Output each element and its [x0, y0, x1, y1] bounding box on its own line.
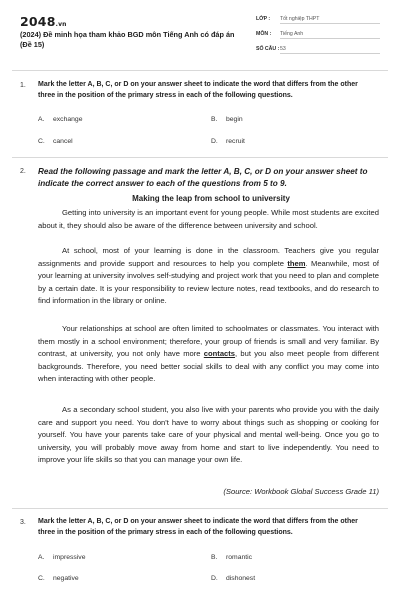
question-number: 3.	[20, 519, 26, 526]
paragraph-text: At school, most of your learning is done in the classroom. Teachers give you regular assignments and provide support and resources to help you complete	[38, 246, 379, 268]
section-divider	[12, 157, 388, 158]
option-text: impressive	[53, 554, 86, 561]
logo-main-text: 2048	[20, 14, 56, 29]
passage-title: Making the leap from school to university	[132, 194, 290, 203]
logo-sub-text: .vn	[55, 21, 67, 28]
option-text: exchange	[53, 116, 83, 123]
meta-underline	[280, 23, 380, 24]
underlined-word: them	[287, 258, 306, 268]
option-letter: D.	[211, 575, 218, 582]
option-text: romantic	[226, 554, 253, 561]
question-instruction: Mark the letter A, B, C, or D on your answer sheet to indicate the word that differs from the other three in the position of the primary stress in each of the following questions.	[38, 518, 358, 536]
option-letter: B.	[211, 116, 218, 123]
site-logo[interactable]	[20, 14, 67, 29]
passage-source: (Source: Workbook Global Success Grade 11)	[223, 487, 379, 496]
question-number: 2.	[20, 168, 26, 175]
meta-subject-row	[256, 29, 380, 39]
answer-option-d[interactable]	[211, 575, 255, 582]
paragraph-text: , but you also meet people from different backgrounds. Therefore, you need better social skills to deal with any conflict you may come into when interacting with other people.	[38, 349, 379, 383]
question-number: 1.	[20, 82, 26, 89]
meta-value: 53	[280, 46, 286, 52]
meta-label: MÔN :	[256, 31, 272, 37]
option-letter: A.	[38, 116, 45, 123]
meta-value: Tốt nghiệp THPT	[280, 16, 320, 22]
passage-paragraph	[38, 245, 379, 308]
question-instruction: Read the following passage and mark the letter A, B, C, or D on your answer sheet to indicate the correct answer to each of the questions from 5 to 9.	[38, 167, 368, 188]
meta-class-row	[256, 14, 380, 24]
option-text: recruit	[226, 138, 245, 145]
answer-option-c[interactable]	[38, 138, 73, 145]
section-divider	[12, 508, 388, 509]
passage-paragraph: Getting into university is an important event for young people. While most students are excited about it, they should also be aware of the difference between university and school.	[38, 208, 379, 230]
option-letter: B.	[211, 554, 218, 561]
section-divider	[12, 70, 388, 71]
option-text: cancel	[53, 138, 73, 145]
paragraph-text: Your relationships at school are often limited to schoolmates or classmates. You interact with them mostly in a school environment; therefore, your group of friends is small and very familiar. By contrast, at university, you not only have more	[38, 324, 379, 358]
meta-value: Tiếng Anh	[280, 31, 304, 37]
option-text: begin	[226, 116, 243, 123]
paragraph-text: . Meanwhile, most of your learning at university involves self-studying and project work that you need to plan and complete by a certain date. It is your responsibility to review lecture notes, read textbooks, and do research to find information in the library or online.	[38, 258, 380, 305]
option-text: negative	[53, 575, 79, 582]
meta-underline	[280, 53, 380, 54]
answer-option-b[interactable]	[211, 554, 252, 561]
passage-paragraph	[38, 323, 379, 386]
answer-option-d[interactable]	[211, 138, 245, 145]
answer-option-a[interactable]	[38, 554, 85, 561]
option-letter: A.	[38, 554, 45, 561]
meta-label: LỚP :	[256, 16, 271, 22]
option-letter: D.	[211, 138, 218, 145]
meta-label: SỐ CÂU :	[256, 46, 280, 52]
question-instruction: Mark the letter A, B, C, or D on your answer sheet to indicate the word that differs from the other three in the position of the primary stress in each of the following questions.	[38, 81, 358, 99]
answer-option-c[interactable]	[38, 575, 79, 582]
option-letter: C.	[38, 138, 45, 145]
meta-underline	[280, 38, 380, 39]
underlined-word: contacts	[203, 349, 236, 358]
answer-option-a[interactable]	[38, 116, 82, 123]
document-title: (2024) Đề minh họa tham khảo BGD môn Tiếng Anh có đáp án (Đề 15)	[20, 30, 235, 49]
answer-option-b[interactable]	[211, 116, 243, 123]
passage-paragraph: As a secondary school student, you also live with your parents who provide you with the daily care and support you need. You don't have to worry about things such as shopping or cooking for yourself. You have your parents take care of your physical and mental well-being. Once you go to university, you will probably move away from home and start to live independently. You need to improve your life skills so that you can manage your own life.	[38, 405, 379, 464]
meta-count-row	[256, 44, 380, 54]
option-letter: C.	[38, 575, 45, 582]
option-text: dishonest	[226, 575, 256, 582]
page-header	[0, 0, 400, 64]
